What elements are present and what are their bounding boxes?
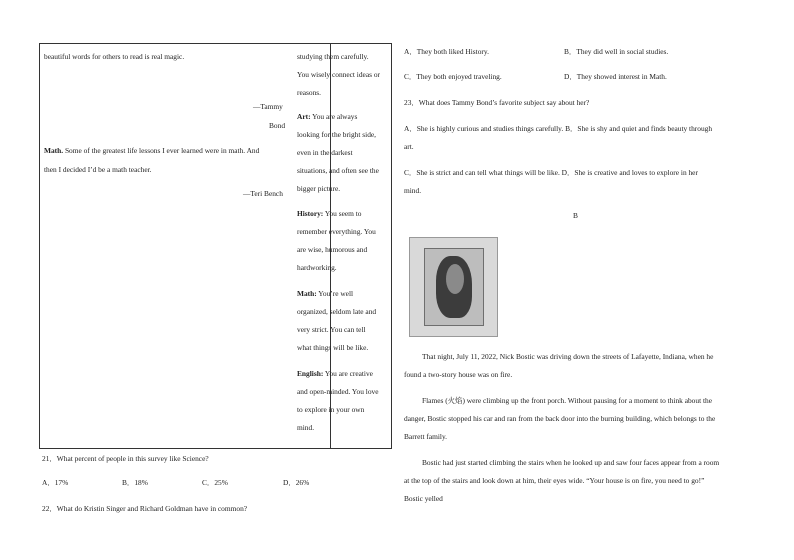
math-text: Some of the greatest life lessons I ever learned were in math. And [63, 146, 260, 155]
q22-option-b: B．They did well in social studies. [564, 47, 669, 56]
math-col-line1 [297, 290, 353, 299]
math-label: Math. [44, 146, 64, 155]
survey-table [39, 43, 392, 449]
author-tammy-line2: Bond [269, 121, 286, 130]
art-label: Art: [297, 112, 311, 121]
english-line1 [297, 370, 373, 379]
english-line4: mind. [297, 423, 315, 432]
question-22: 22．What do Kristin Singer and Richard Goldman have in common? [42, 504, 248, 513]
intro-line1: studying them carefully. [297, 52, 369, 61]
passage-p3-line3: Bostic yelled [404, 494, 443, 503]
photo-face-highlight [446, 264, 464, 294]
q23-options-cd-line1: C．She is strict and can tell what things will be like. D．She is creative and loves to explore in her [404, 168, 698, 177]
history-text: You seem to [323, 209, 362, 218]
passage-p3-line1: Bostic had just started climbing the stairs when he looked up and saw four faces appear from a room [422, 458, 720, 467]
history-label: History: [297, 209, 324, 218]
art-text: You are always [310, 112, 358, 121]
art-line3: even in the darkest [297, 148, 353, 157]
english-text: You are creative [323, 369, 373, 378]
math-paragraph-line2: then I decided I’d be a math teacher. [44, 165, 152, 174]
q22-option-a: A．They both liked History. [404, 47, 489, 56]
history-line2: remember everything. You [297, 227, 376, 236]
art-line4: situations, and often see the [297, 166, 379, 175]
q21-option-a: A．17% [42, 478, 69, 487]
history-line1 [297, 210, 361, 219]
art-line1 [297, 113, 357, 122]
q21-option-c: C．25% [202, 478, 228, 487]
q22-option-c: C．They both enjoyed traveling. [404, 72, 502, 81]
intro-line2: You wisely connect ideas or [297, 70, 380, 79]
q21-option-d: D．26% [283, 478, 310, 487]
intro-line3: reasons. [297, 88, 322, 97]
author-tammy-line1: —Tammy [253, 102, 283, 111]
passage-p2-line1: Flames (火焰) were climbing up the front porch. Without pausing for a moment to think about the [422, 396, 713, 405]
passage-p2-line3: Barrett family. [404, 432, 448, 441]
passage-p3-line2: at the top of the stairs and look down at him, their eyes wide. “Your house is on fire, you need to go!” [404, 476, 705, 485]
art-line5: bigger picture. [297, 184, 341, 193]
left-text-line: beautiful words for others to read is real magic. [44, 52, 185, 61]
question-21: 21．What percent of people in this survey like Science? [42, 454, 209, 463]
math-col-line4: what things will be like. [297, 343, 369, 352]
math-paragraph-line1 [44, 147, 259, 156]
author-teri: —Teri Bench [243, 189, 283, 198]
history-line3: are wise, humorous and [297, 245, 368, 254]
passage-p1-line2: found a two-story house was on fire. [404, 370, 513, 379]
passage-p2-line2: danger, Bostic stopped his car and ran from the back door into the burning building, which belongs to the [404, 414, 716, 423]
english-line3: to explore in your own [297, 405, 365, 414]
q23-options-ab-line2: art. [404, 142, 414, 151]
english-label: English: [297, 369, 324, 378]
english-line2: and open-minded. You love [297, 387, 379, 396]
math-col-text: You’re well [316, 289, 354, 298]
q22-option-d: D．They showed interest in Math. [564, 72, 667, 81]
math-col-label: Math: [297, 289, 317, 298]
q23-options-cd-line2: mind. [404, 186, 422, 195]
passage-b-heading: B [573, 211, 578, 220]
math-col-line3: very strict. You can tell [297, 325, 366, 334]
art-line2: looking for the bright side, [297, 130, 377, 139]
q21-option-b: B．18% [122, 478, 148, 487]
question-23: 23．What does Tammy Bond’s favorite subject say about her? [404, 98, 590, 107]
portrait-photo [409, 237, 498, 337]
passage-p1-line1: That night, July 11, 2022, Nick Bostic was driving down the streets of Lafayette, Indiana, when he [422, 352, 714, 361]
history-line4: hardworking. [297, 263, 337, 272]
math-col-line2: organized, seldom late and [297, 307, 377, 316]
q23-options-ab-line1: A．She is highly curious and studies things carefully. B．She is shy and quiet and finds beauty through [404, 124, 713, 133]
